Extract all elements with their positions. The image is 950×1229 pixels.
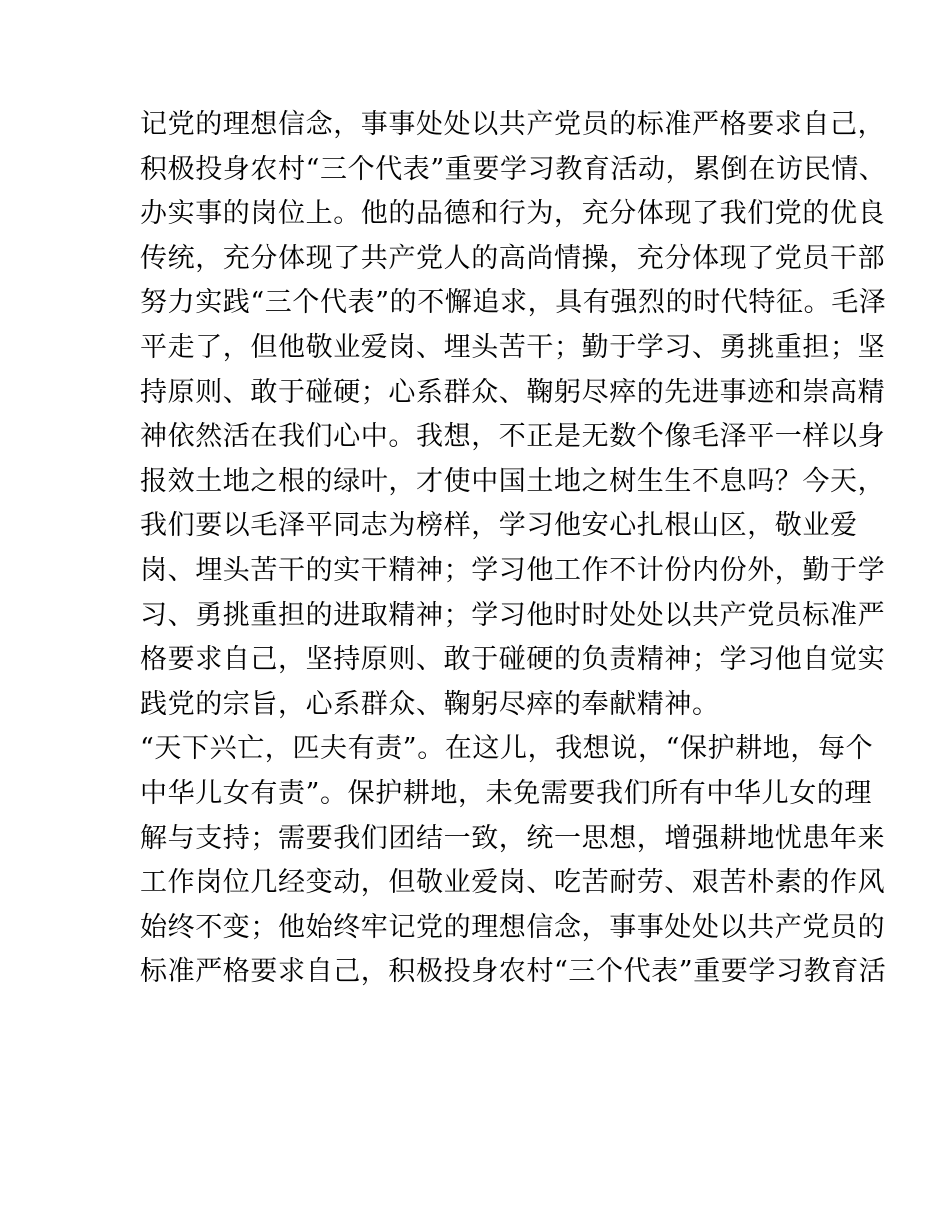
text-line: 神依然活在我们心中。我想，不正是无数个像毛泽平一样以身: [140, 421, 886, 453]
text-line: 记党的理想信念，事事处处以共产党员的标准严格要求自己，: [140, 109, 886, 140]
text-line: 我们要以毛泽平同志为榜样，学习他安心扎根山区，敬业爱: [140, 510, 858, 542]
text-line: 积极投身农村“三个代表”重要学习教育活动，累倒在访民情、: [140, 153, 887, 185]
text-line: 解与支持；需要我们团结一致，统一思想，增强耕地忧患年来: [140, 822, 886, 854]
text-line: 践党的宗旨，心系群众、鞠躬尽瘁的奉献精神。: [140, 688, 720, 720]
text-line: 平走了，但他敬业爱岗、埋头苦干；勤于学习、勇挑重担；坚: [140, 331, 886, 363]
text-line: 岗、埋头苦干的实干精神；学习他工作不计份内份外，勤于学: [140, 554, 886, 586]
body-text: [140, 103, 887, 995]
text-line: 标准严格要求自己，积极投身农村“三个代表”重要学习教育活: [140, 956, 887, 988]
text-line: 中华儿女有责”。保护耕地，未免需要我们所有中华儿女的理: [140, 777, 873, 809]
text-line: 始终不变；他始终牢记党的理想信念，事事处处以共产党员的: [140, 911, 886, 943]
text-line: “天下兴亡，匹夫有责”。在这儿，我想说，“保护耕地，每个: [140, 733, 874, 765]
text-line: 报效土地之根的绿叶，才使中国土地之树生生不息吗？今天，: [140, 465, 886, 497]
text-line: 工作岗位几经变动，但敬业爱岗、吃苦耐劳、艰苦朴素的作风: [140, 867, 886, 899]
text-line: 努力实践“三个代表”的不懈追求，具有强烈的时代特征。毛泽: [140, 287, 887, 319]
text-line: 格要求自己，坚持原则、敢于碰硬的负责精神；学习他自觉实: [140, 644, 886, 676]
text-line: 传统，充分体现了共产党人的高尚情操，充分体现了党员干部: [140, 242, 886, 274]
text-line: 习、勇挑重担的进取精神；学习他时时处处以共产党员标准严: [140, 599, 886, 631]
text-line: 办实事的岗位上。他的品德和行为，充分体现了我们党的优良: [140, 198, 886, 230]
text-line: 持原则、敢于碰硬；心系群众、鞠躬尽瘁的先进事迹和崇高精: [140, 376, 886, 408]
